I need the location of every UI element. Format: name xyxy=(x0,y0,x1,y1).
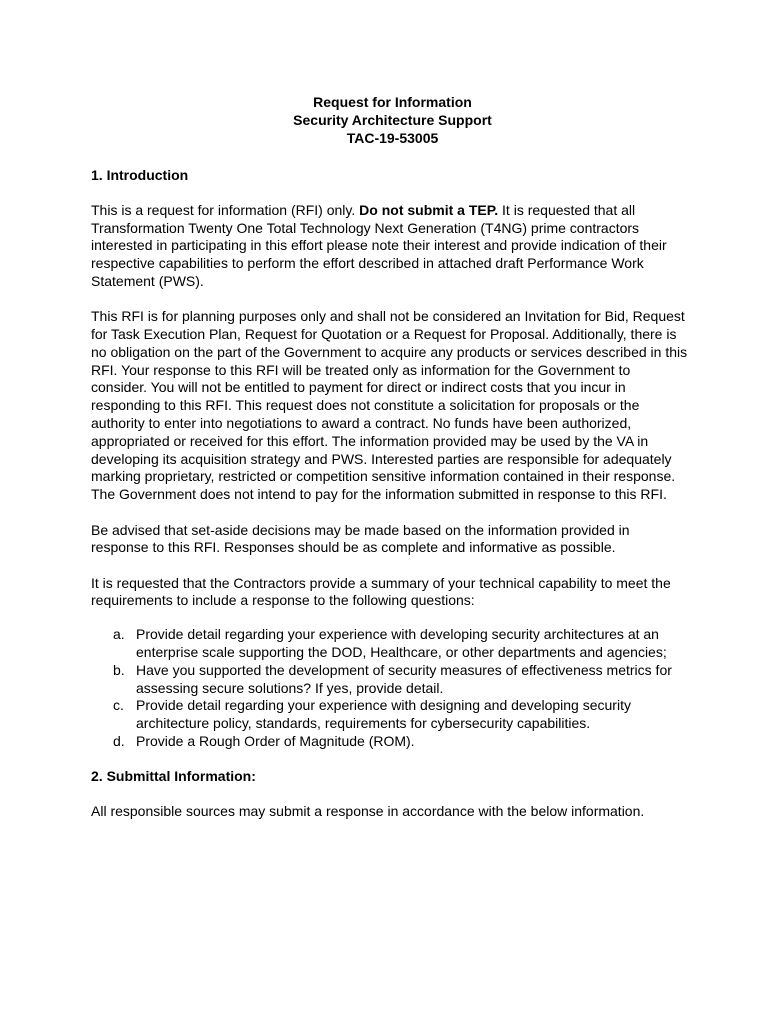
list-marker: a. xyxy=(113,626,125,643)
title-line-2: Security Architecture Support xyxy=(293,112,492,128)
list-marker: b. xyxy=(113,661,125,678)
list-item-text: Provide detail regarding your experience with developing security architectures at an enterprise scale supporting the DOD, Healthcare, or other departments and agencies; xyxy=(136,626,667,661)
title-line-3: TAC-19-53005 xyxy=(346,130,439,146)
list-item-text: Provide a Rough Order of Magnitude (ROM). xyxy=(136,733,415,750)
intro-p1-text-a: This is a request for information (RFI) only. xyxy=(91,201,360,218)
intro-p1-text-b: It is requested that all Transformation Twenty One Total Technology Next Generation (T4NG) prime contractors interested in participating in this effort please note their interest and provide indication of their respective capabilities to perform the effort described in attached draft Performance Work Statement (PWS). xyxy=(91,201,667,289)
list-item xyxy=(113,626,690,662)
list-item xyxy=(113,733,690,751)
list-item xyxy=(113,662,690,698)
intro-p1-bold: Do not submit a TEP. xyxy=(359,201,499,218)
list-item-text: Have you supported the development of security measures of effectiveness metrics for assessing secure solutions? If yes, provide detail. xyxy=(136,661,672,696)
list-item xyxy=(113,697,690,733)
document-title xyxy=(91,94,690,148)
intro-paragraph-3: Be advised that set-aside decisions may be made based on the information provided in response to this RFI. Responses should be as complete and informative as possible. xyxy=(91,521,630,556)
list-marker: d. xyxy=(113,733,125,750)
section-1-heading: 1. Introduction xyxy=(91,167,189,183)
title-line-1: Request for Information xyxy=(313,94,472,110)
question-list xyxy=(91,626,690,751)
list-item-text: Provide detail regarding your experience with designing and developing security architecture policy, standards, requirements for cybersecurity capabilities. xyxy=(136,697,631,732)
section-2-heading: 2. Submittal Information: xyxy=(91,767,256,784)
intro-paragraph-1 xyxy=(91,202,690,291)
intro-paragraph-4: It is requested that the Contractors provide a summary of your technical capability to meet the requirements to include a response to the following questions: xyxy=(91,574,671,609)
list-marker: c. xyxy=(113,697,124,714)
intro-paragraph-2: This RFI is for planning purposes only and shall not be considered an Invitation for Bid, Request for Task Execution Plan, Request for Quotation or a Request for Proposal. Additionally, there is no obligation on the part of the Government to acquire any products or services described in this RFI. Your response to this RFI will be treated only as information for the Government to consider. You will not be entitled to payment for direct or indirect costs that you incur in responding to this RFI. This request does not constitute a solicitation for proposals or the authority to enter into negotiations to award a contract. No funds have been authorized, appropriated or received for this effort. The information provided may be used by the VA in developing its acquisition strategy and PWS. Interested parties are responsible for adequately marking proprietary, restricted or competition sensitive information contained in their response. The Government does not intend to pay for the information submitted in response to this RFI. xyxy=(91,308,688,503)
submittal-paragraph-1: All responsible sources may submit a response in accordance with the below information. xyxy=(91,802,645,819)
